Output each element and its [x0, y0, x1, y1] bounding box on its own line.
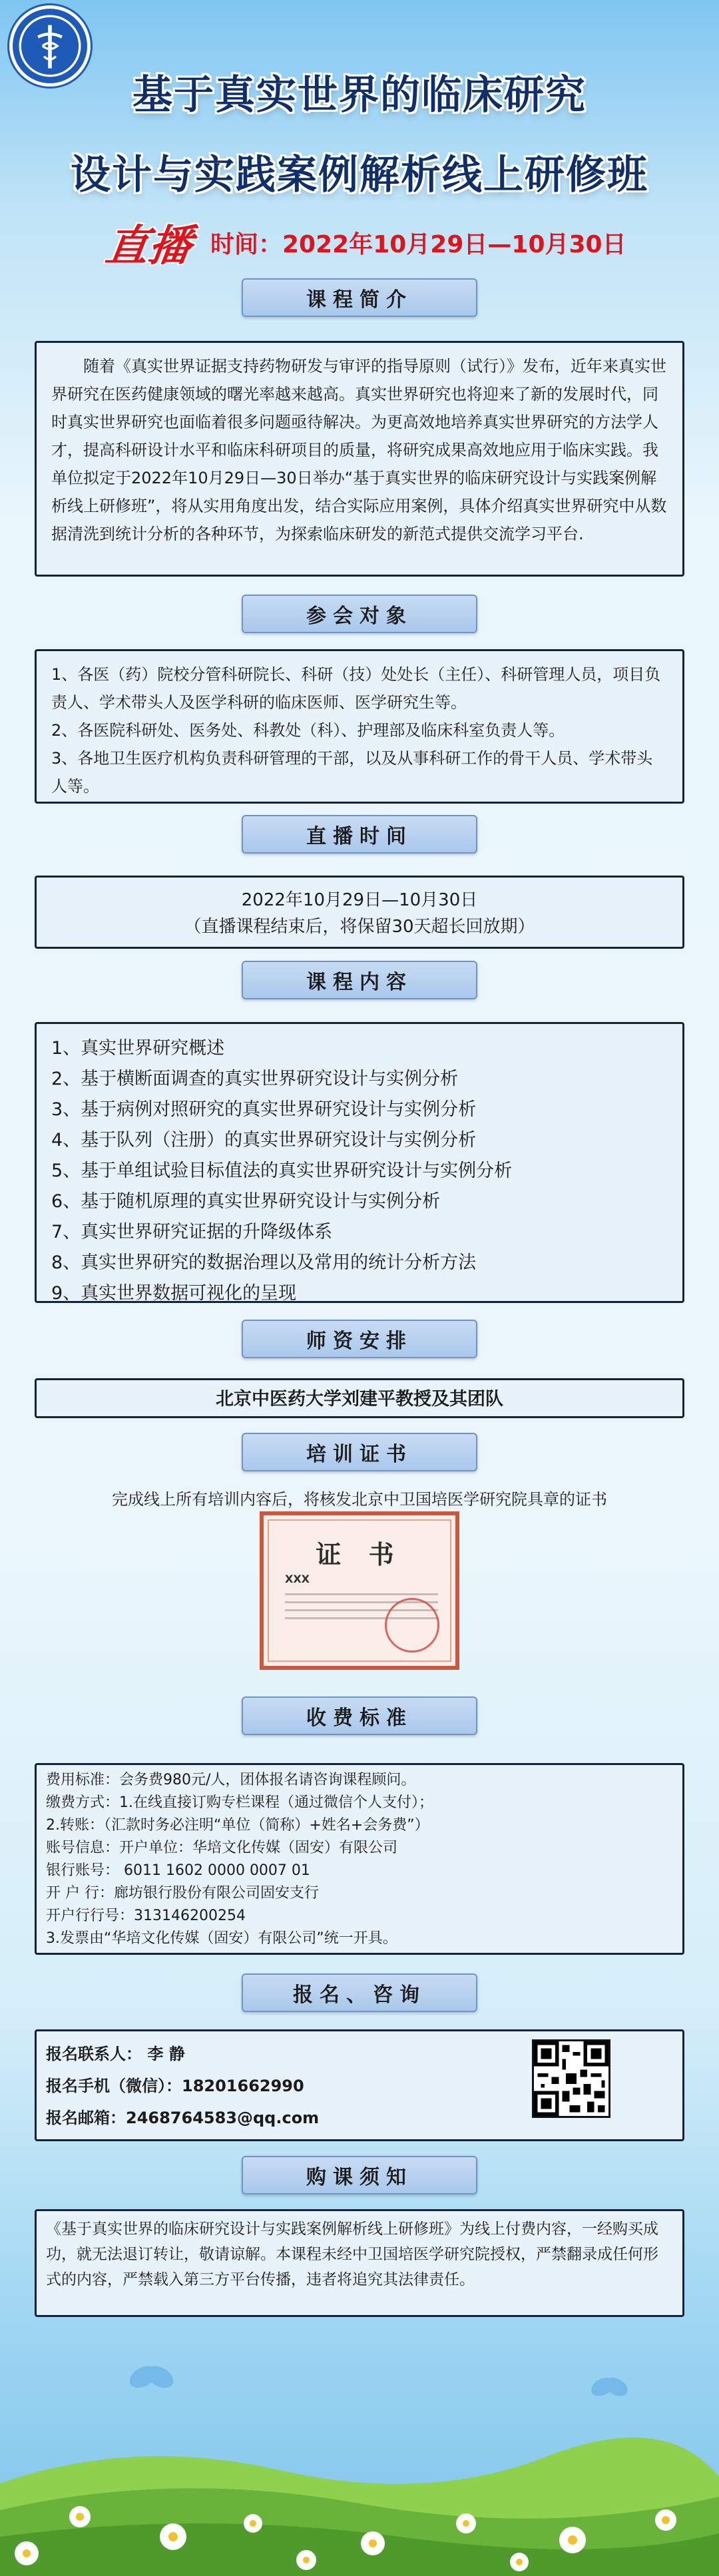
notice-box — [35, 2209, 684, 2317]
notice-text: 《基于真实世界的临床研究设计与实践案例解析线上研修班》为线上付费内容，一经购买成功，就无法退订转让，敬请谅解。本课程未经中卫国培医学研究院授权，严禁翻录成任何形式的内容，严禁载入第三方平台传播，违者将追究其法律责任。 — [46, 2220, 658, 2288]
section-heading-teacher: 师资安排 — [242, 1320, 477, 1358]
replay-note: （直播课程结束后，将保留30天超长回放期） — [184, 917, 535, 937]
section-heading-intro: 课程简介 — [242, 278, 477, 317]
contact-box — [35, 2029, 684, 2141]
contact-person: 报名联系人： 李 静 — [46, 2045, 185, 2063]
list-item: 开户行行号：313146200254 — [46, 1908, 246, 1924]
list-item: 账号信息：开户单位：华培文化传媒（固安）有限公司 — [46, 1840, 398, 1856]
intro-box — [35, 341, 684, 577]
list-item: 3、基于病例对照研究的真实世界研究设计与实例分析 — [51, 1099, 477, 1120]
list-item: 开 户 行：廊坊银行股份有限公司固安支行 — [46, 1885, 319, 1902]
certificate-image — [260, 1511, 459, 1670]
fee-box — [35, 1763, 684, 1955]
live-date-row — [102, 212, 626, 273]
list-item: 银行账号： 6011 1602 0000 0007 01 — [46, 1862, 310, 1879]
list-item: 3.发票由“华培文化传媒（固安）有限公司”统一开具。 — [46, 1930, 397, 1947]
list-item: 1、真实世界研究概述 — [51, 1038, 225, 1059]
certificate-name: XXX — [285, 1573, 310, 1585]
live-time-box — [35, 876, 684, 949]
teacher-text: 北京中医药大学刘建平教授及其团队 — [216, 1389, 503, 1410]
page-title-line2: 设计与实践案例解析线上研修班 — [71, 152, 648, 198]
section-heading-certificate: 培训证书 — [242, 1433, 477, 1471]
certificate-text: 完成线上所有培训内容后，将核发北京中卫国培医学研究院具章的证书 — [112, 1490, 607, 1509]
contact-phone[interactable]: 报名手机（微信）：18201662990 — [46, 2077, 304, 2095]
content-box — [35, 1022, 684, 1303]
butterfly-icon — [126, 2362, 177, 2392]
section-heading-attendees: 参会对象 — [242, 595, 477, 633]
certificate-heading: 证 书 — [316, 1540, 403, 1569]
list-item: 2、各医院科研处、医务处、科教处（科）、护理部及临床科室负责人等。 — [51, 721, 565, 740]
section-heading-fee: 收费标准 — [242, 1696, 477, 1735]
attendees-box — [35, 649, 684, 804]
contact-email[interactable]: 报名邮箱：2468764583@qq.com — [46, 2109, 320, 2127]
list-item: 6、基于随机原理的真实世界研究设计与实例分析 — [51, 1191, 441, 1212]
list-item: 3、各地卫生医疗机构负责科研管理的干部，以及从事科研工作的骨干人员、学术带头人等。 — [51, 749, 653, 796]
list-item: 5、基于单组试验目标值法的真实世界研究设计与实例分析 — [51, 1160, 513, 1181]
live-dates: 2022年10月29日—10月30日 — [241, 890, 478, 910]
list-item: 缴费方式：1.在线直接订购专栏课程（通过微信个人支付）； — [46, 1794, 433, 1811]
section-heading-notice: 购课须知 — [242, 2156, 477, 2194]
qr-code-icon[interactable] — [532, 2039, 610, 2118]
list-item: 8、真实世界研究的数据治理以及常用的统计分析方法 — [51, 1252, 477, 1273]
page-title-line1: 基于真实世界的临床研究 — [132, 72, 587, 119]
event-date: 时间：2022年10月29日—10月30日 — [210, 230, 626, 258]
butterfly-icon — [588, 2374, 630, 2400]
teacher-box — [35, 1378, 684, 1418]
intro-text: 随着《真实世界证据支持药物研发与审评的指导原则（试行）》发布，近年来真实世界研究在医药健康领域的曙光率越来越高。真实世界研究也将迎来了新的发展时代，同时真实世界研究也面临着很多问题亟待解决。为更高效地培养真实世界研究的方法学人才，提高科研设计水平和临床科研项目的质量，将研究成果高效地应用于临床实践。我单位拟定于2022年10月29日—30日举办“基于真实世界的临床研究设计与实践案例解析线上研修班”，将从实用角度出发，结合实际应用案例，具体介绍真实世界研究中从数据清洗到统计分析的各种环节，为探索临床研发的新范式提供交流学习平台. — [51, 357, 667, 543]
section-heading-live-time: 直播时间 — [242, 815, 477, 854]
list-item: 9、真实世界数据可视化的呈现 — [51, 1283, 297, 1304]
list-item: 1、各医（药）院校分管科研院长、科研（技）处处长（主任）、科研管理人员，项目负责人、学术带头人及医学科研的临床医师、医学研究生等。 — [51, 665, 661, 712]
live-label: 直播 — [102, 221, 195, 271]
section-heading-contact: 报名、咨询 — [242, 1973, 477, 2012]
meadow-scene — [0, 2324, 719, 2576]
list-item: 2、基于横断面调查的真实世界研究设计与实例分析 — [51, 1069, 459, 1089]
list-item: 费用标准：会务费980元/人，团体报名请咨询课程顾问。 — [46, 1772, 416, 1788]
seal-icon — [385, 1598, 439, 1653]
list-item: 2.转账：（汇款时务必注明“单位（简称）+姓名+会务费”） — [46, 1817, 429, 1834]
list-item: 7、真实世界研究证据的升降级体系 — [51, 1222, 333, 1242]
list-item: 4、基于队列（注册）的真实世界研究设计与实例分析 — [51, 1130, 477, 1151]
section-heading-content: 课程内容 — [242, 961, 477, 999]
